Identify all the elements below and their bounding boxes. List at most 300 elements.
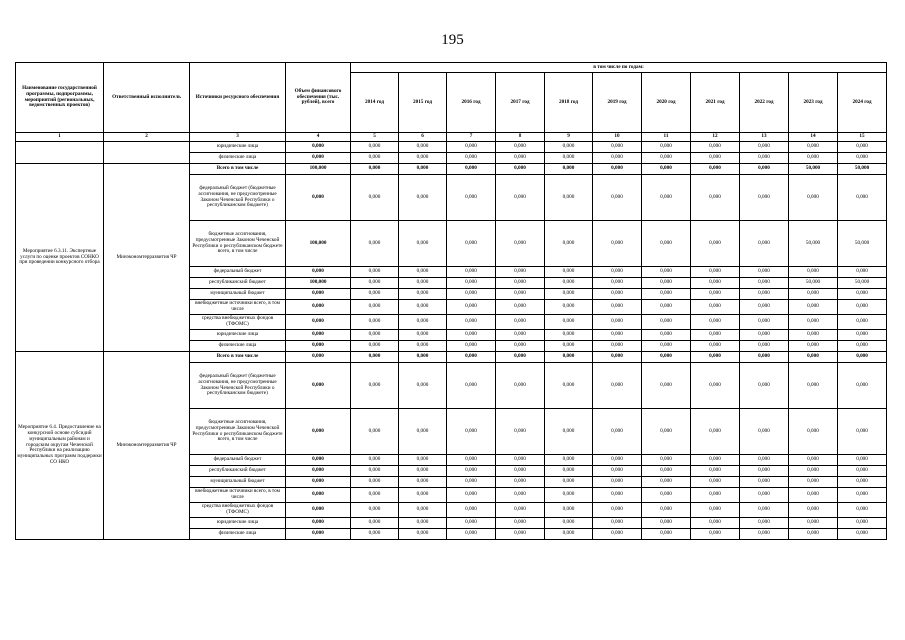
value-cell: 0,000 [351,289,399,300]
value-cell: 100,000 [286,221,351,267]
header-year: 2024 год [838,73,887,133]
value-cell: 0,000 [286,466,351,477]
value-cell: 0,000 [399,164,447,175]
value-cell: 0,000 [789,352,838,363]
value-cell: 0,000 [496,455,545,466]
source-cell: внебюджетные источники всего, в том числе [190,488,286,503]
value-cell: 0,000 [545,164,593,175]
value-cell: 0,000 [593,142,642,153]
value-cell: 0,000 [496,518,545,529]
value-cell: 0,000 [642,363,691,409]
value-cell: 0,000 [642,221,691,267]
header-year: 2015 год [399,73,447,133]
value-cell: 0,000 [642,315,691,330]
value-cell: 0,000 [593,153,642,164]
value-cell: 0,000 [399,330,447,341]
value-cell: 0,000 [838,153,887,164]
value-cell: 0,000 [593,409,642,455]
value-cell: 0,000 [447,518,496,529]
value-cell: 0,000 [838,455,887,466]
value-cell: 0,000 [447,267,496,278]
value-cell: 0,000 [496,466,545,477]
value-cell: 0,000 [789,503,838,518]
value-cell: 0,000 [642,488,691,503]
value-cell: 0,000 [496,363,545,409]
value-cell: 0,000 [545,315,593,330]
value-cell: 0,000 [496,330,545,341]
value-cell: 0,000 [593,315,642,330]
value-cell: 0,000 [838,330,887,341]
value-cell: 0,000 [496,164,545,175]
value-cell: 0,000 [789,175,838,221]
value-cell: 0,000 [286,518,351,529]
value-cell: 0,000 [496,477,545,488]
value-cell: 0,000 [351,142,399,153]
header-column-number: 3 [190,133,286,142]
value-cell: 0,000 [838,341,887,352]
source-cell: внебюджетные источники всего, в том числе [190,300,286,315]
value-cell: 0,000 [789,409,838,455]
value-cell: 100,000 [286,278,351,289]
value-cell: 0,000 [691,341,740,352]
value-cell: 0,000 [351,175,399,221]
value-cell: 0,000 [691,518,740,529]
header-source: Источники ресурсного обеспечения [190,63,286,133]
value-cell: 0,000 [286,363,351,409]
header-column-number: 4 [286,133,351,142]
value-cell: 0,000 [691,363,740,409]
header-column-number: 14 [789,133,838,142]
value-cell: 0,000 [642,142,691,153]
value-cell: 0,000 [789,289,838,300]
value-cell: 0,000 [399,315,447,330]
activity-name-6-3-11: Мероприятие 6.3.11. Экспертные услуги по оценке проектов СОНКО при проведении конкурсного отбора [16,164,104,352]
value-cell: 0,000 [351,221,399,267]
value-cell: 0,000 [642,153,691,164]
value-cell: 0,000 [496,175,545,221]
value-cell: 0,000 [399,363,447,409]
value-cell: 0,000 [545,341,593,352]
value-cell: 0,000 [740,363,789,409]
value-cell: 0,000 [447,466,496,477]
value-cell: 0,000 [740,289,789,300]
value-cell: 0,000 [691,164,740,175]
value-cell: 0,000 [399,352,447,363]
value-cell: 0,000 [545,175,593,221]
value-cell: 0,000 [545,153,593,164]
value-cell: 0,000 [789,315,838,330]
value-cell: 0,000 [642,289,691,300]
value-cell: 0,000 [447,352,496,363]
value-cell: 0,000 [691,352,740,363]
value-cell: 0,000 [593,300,642,315]
value-cell: 0,000 [496,529,545,540]
value-cell: 0,000 [838,363,887,409]
value-cell: 0,000 [447,278,496,289]
value-cell: 0,000 [286,175,351,221]
value-cell: 0,000 [789,455,838,466]
value-cell: 0,000 [545,455,593,466]
value-cell: 0,000 [789,466,838,477]
value-cell: 0,000 [545,503,593,518]
value-cell: 0,000 [691,409,740,455]
value-cell: 0,000 [351,352,399,363]
value-cell: 0,000 [642,409,691,455]
value-cell: 0,000 [545,300,593,315]
source-cell: юридические лица [190,142,286,153]
value-cell: 0,000 [447,315,496,330]
value-cell: 0,000 [496,289,545,300]
value-cell: 0,000 [740,330,789,341]
source-cell: физические лица [190,529,286,540]
value-cell: 0,000 [286,409,351,455]
value-cell: 0,000 [399,477,447,488]
value-cell: 0,000 [545,330,593,341]
name-cell-empty [16,142,104,164]
value-cell: 0,000 [740,267,789,278]
source-cell: физические лица [190,341,286,352]
value-cell: 0,000 [642,529,691,540]
value-cell: 0,000 [545,363,593,409]
value-cell: 0,000 [642,455,691,466]
header-year: 2016 год [447,73,496,133]
value-cell: 0,000 [286,267,351,278]
executor-cell-empty [104,142,190,164]
value-cell: 0,000 [593,503,642,518]
value-cell: 0,000 [740,455,789,466]
value-cell: 0,000 [351,477,399,488]
value-cell: 0,000 [593,175,642,221]
source-cell: муниципальный бюджет [190,477,286,488]
value-cell: 0,000 [740,300,789,315]
source-cell: республиканский бюджет [190,278,286,289]
value-cell: 0,000 [691,503,740,518]
value-cell: 0,000 [447,503,496,518]
value-cell: 0,000 [593,466,642,477]
value-cell: 0,000 [351,278,399,289]
value-cell: 0,000 [691,142,740,153]
value-cell: 0,000 [642,267,691,278]
value-cell: 0,000 [496,142,545,153]
value-cell: 0,000 [399,175,447,221]
value-cell: 0,000 [496,409,545,455]
value-cell: 0,000 [447,529,496,540]
header-column-number: 13 [740,133,789,142]
value-cell: 0,000 [593,278,642,289]
source-cell: федеральный бюджет [190,455,286,466]
value-cell: 0,000 [593,341,642,352]
value-cell: 0,000 [447,289,496,300]
source-cell: бюджетные ассигнования, предусмотренные Законом Чеченской Республики о республиканском бюджете всего, в том числе [190,409,286,455]
activity-name-6-4: Мероприятие 6.4. Предоставление на конкурсной основе субсидий муниципальным районам и городским округам Чеченской Республики на реализацию муниципальных программ поддержки СО НКО [16,352,104,540]
header-year: 2021 год [691,73,740,133]
value-cell: 0,000 [740,409,789,455]
value-cell: 0,000 [447,409,496,455]
value-cell: 0,000 [447,341,496,352]
value-cell: 0,000 [691,221,740,267]
value-cell: 0,000 [691,300,740,315]
source-cell: бюджетные ассигнования, предусмотренные Законом Чеченской Республики о республиканском бюджете всего, в том числе [190,221,286,267]
value-cell: 0,000 [740,477,789,488]
value-cell: 0,000 [286,330,351,341]
executor-cell: Минэкономтерразвития ЧР [104,164,190,352]
source-cell: республиканский бюджет [190,466,286,477]
value-cell: 0,000 [351,300,399,315]
value-cell: 50,000 [838,278,887,289]
table-row [16,352,887,363]
header-by-year: в том числе по годам: [351,63,887,73]
value-cell: 0,000 [351,330,399,341]
page-number: 195 [441,32,464,48]
value-cell: 0,000 [496,488,545,503]
value-cell: 0,000 [399,503,447,518]
value-cell: 0,000 [691,289,740,300]
value-cell: 0,000 [286,300,351,315]
source-cell: федеральный бюджет (бюджетные ассигнования, не предусмотренные Законом Чеченской Республики о республиканском бюджете) [190,175,286,221]
value-cell: 0,000 [496,315,545,330]
value-cell: 0,000 [399,153,447,164]
header-column-number: 11 [642,133,691,142]
value-cell: 0,000 [642,175,691,221]
value-cell: 0,000 [691,488,740,503]
value-cell: 0,000 [740,341,789,352]
header-column-number: 8 [496,133,545,142]
value-cell: 0,000 [838,175,887,221]
value-cell: 0,000 [740,529,789,540]
value-cell: 0,000 [545,529,593,540]
value-cell: 0,000 [691,267,740,278]
value-cell: 0,000 [545,466,593,477]
value-cell: 0,000 [286,455,351,466]
value-cell: 0,000 [447,164,496,175]
value-cell: 0,000 [286,488,351,503]
value-cell: 0,000 [447,363,496,409]
budget-table [15,62,887,540]
value-cell: 0,000 [399,300,447,315]
value-cell: 0,000 [545,289,593,300]
value-cell: 0,000 [838,466,887,477]
value-cell: 0,000 [351,529,399,540]
value-cell: 0,000 [691,175,740,221]
value-cell: 0,000 [545,142,593,153]
value-cell: 0,000 [351,153,399,164]
value-cell: 0,000 [838,300,887,315]
value-cell: 0,000 [545,488,593,503]
value-cell: 0,000 [838,529,887,540]
value-cell: 0,000 [789,142,838,153]
value-cell: 0,000 [838,267,887,278]
value-cell: 0,000 [593,477,642,488]
source-cell: федеральный бюджет [190,267,286,278]
value-cell: 0,000 [789,477,838,488]
value-cell: 0,000 [740,164,789,175]
value-cell: 0,000 [447,142,496,153]
value-cell: 0,000 [789,363,838,409]
value-cell: 0,000 [593,455,642,466]
header-column-number: 6 [399,133,447,142]
value-cell: 0,000 [740,142,789,153]
value-cell: 0,000 [838,477,887,488]
value-cell: 0,000 [642,503,691,518]
value-cell: 0,000 [642,518,691,529]
value-cell: 0,000 [351,409,399,455]
value-cell: 0,000 [740,352,789,363]
value-cell: 0,000 [789,300,838,315]
value-cell: 0,000 [447,300,496,315]
value-cell: 0,000 [351,466,399,477]
value-cell: 50,000 [838,221,887,267]
table-row [16,142,887,153]
value-cell: 0,000 [545,267,593,278]
value-cell: 0,000 [447,488,496,503]
value-cell: 0,000 [399,529,447,540]
header-year: 2017 год [496,73,545,133]
value-cell: 0,000 [642,164,691,175]
value-cell: 0,000 [399,142,447,153]
header-year: 2018 год [545,73,593,133]
header-column-number: 10 [593,133,642,142]
value-cell: 0,000 [593,289,642,300]
value-cell: 0,000 [740,221,789,267]
header-column-number: 12 [691,133,740,142]
value-cell: 0,000 [593,267,642,278]
value-cell: 0,000 [642,352,691,363]
header-year: 2020 год [642,73,691,133]
value-cell: 0,000 [789,330,838,341]
value-cell: 0,000 [838,518,887,529]
value-cell: 0,000 [286,352,351,363]
value-cell: 0,000 [642,300,691,315]
value-cell: 0,000 [399,278,447,289]
value-cell: 0,000 [545,518,593,529]
value-cell: 0,000 [740,488,789,503]
value-cell: 0,000 [399,466,447,477]
value-cell: 0,000 [447,455,496,466]
header-year: 2022 год [740,73,789,133]
source-cell: средства внебюджетных фондов (ТФОМС) [190,315,286,330]
value-cell: 0,000 [286,529,351,540]
source-cell: юридические лица [190,518,286,529]
value-cell: 0,000 [642,341,691,352]
value-cell: 50,000 [838,164,887,175]
value-cell: 0,000 [691,153,740,164]
value-cell: 0,000 [789,341,838,352]
header-column-number: 1 [16,133,104,142]
value-cell: 0,000 [593,330,642,341]
value-cell: 0,000 [351,518,399,529]
value-cell: 0,000 [740,466,789,477]
value-cell: 0,000 [838,315,887,330]
value-cell: 0,000 [286,477,351,488]
value-cell: 0,000 [399,221,447,267]
header-column-number: 2 [104,133,190,142]
value-cell: 0,000 [399,518,447,529]
value-cell: 0,000 [286,153,351,164]
value-cell: 0,000 [286,315,351,330]
value-cell: 0,000 [351,455,399,466]
header-name: Наименование государственной программы, подпрограммы, мероприятий (региональных, ведомственных проектов) [16,63,104,133]
value-cell: 0,000 [286,341,351,352]
value-cell: 0,000 [496,153,545,164]
header-total: Объем финансового обеспечения (тыс. рублей), всего [286,63,351,133]
source-cell: средства внебюджетных фондов (ТФОМС) [190,503,286,518]
value-cell: 0,000 [838,488,887,503]
value-cell: 0,000 [351,363,399,409]
value-cell: 0,000 [286,142,351,153]
value-cell: 0,000 [691,455,740,466]
value-cell: 0,000 [838,289,887,300]
header-column-number: 15 [838,133,887,142]
source-cell: юридические лица [190,330,286,341]
value-cell: 0,000 [691,315,740,330]
value-cell: 0,000 [691,330,740,341]
value-cell: 0,000 [399,267,447,278]
value-cell: 0,000 [789,153,838,164]
value-cell: 0,000 [399,409,447,455]
header-column-number: 5 [351,133,399,142]
value-cell: 0,000 [447,477,496,488]
value-cell: 0,000 [642,477,691,488]
value-cell: 0,000 [351,488,399,503]
value-cell: 0,000 [593,352,642,363]
value-cell: 50,000 [789,221,838,267]
header-column-number: 9 [545,133,593,142]
value-cell: 0,000 [399,341,447,352]
header-year: 2019 год [593,73,642,133]
value-cell: 0,000 [740,175,789,221]
value-cell: 0,000 [447,330,496,341]
value-cell: 0,000 [740,153,789,164]
value-cell: 0,000 [351,164,399,175]
value-cell: 50,000 [789,164,838,175]
value-cell: 0,000 [399,488,447,503]
value-cell: 0,000 [447,175,496,221]
value-cell: 0,000 [496,221,545,267]
value-cell: 0,000 [545,221,593,267]
value-cell: 0,000 [496,352,545,363]
value-cell: 0,000 [496,278,545,289]
table-row [16,164,887,175]
value-cell: 0,000 [789,267,838,278]
value-cell: 0,000 [351,341,399,352]
value-cell: 0,000 [496,341,545,352]
value-cell: 0,000 [286,289,351,300]
source-cell: Всего в том числе [190,164,286,175]
value-cell: 0,000 [545,278,593,289]
source-cell: федеральный бюджет (бюджетные ассигнования, не предусмотренные Законом Чеченской Республики о республиканском бюджете) [190,363,286,409]
value-cell: 0,000 [351,267,399,278]
executor-cell: Минэкономтерразвития ЧР [104,352,190,540]
value-cell: 50,000 [789,278,838,289]
value-cell: 0,000 [642,278,691,289]
value-cell: 0,000 [447,221,496,267]
value-cell: 0,000 [838,409,887,455]
value-cell: 0,000 [593,488,642,503]
value-cell: 0,000 [496,267,545,278]
value-cell: 0,000 [593,221,642,267]
value-cell: 0,000 [399,455,447,466]
value-cell: 0,000 [740,315,789,330]
value-cell: 0,000 [496,503,545,518]
value-cell: 0,000 [496,300,545,315]
value-cell: 0,000 [740,518,789,529]
header-year: 2014 год [351,73,399,133]
value-cell: 0,000 [838,142,887,153]
header-column-number: 7 [447,133,496,142]
value-cell: 0,000 [593,518,642,529]
value-cell: 0,000 [545,409,593,455]
value-cell: 0,000 [351,503,399,518]
